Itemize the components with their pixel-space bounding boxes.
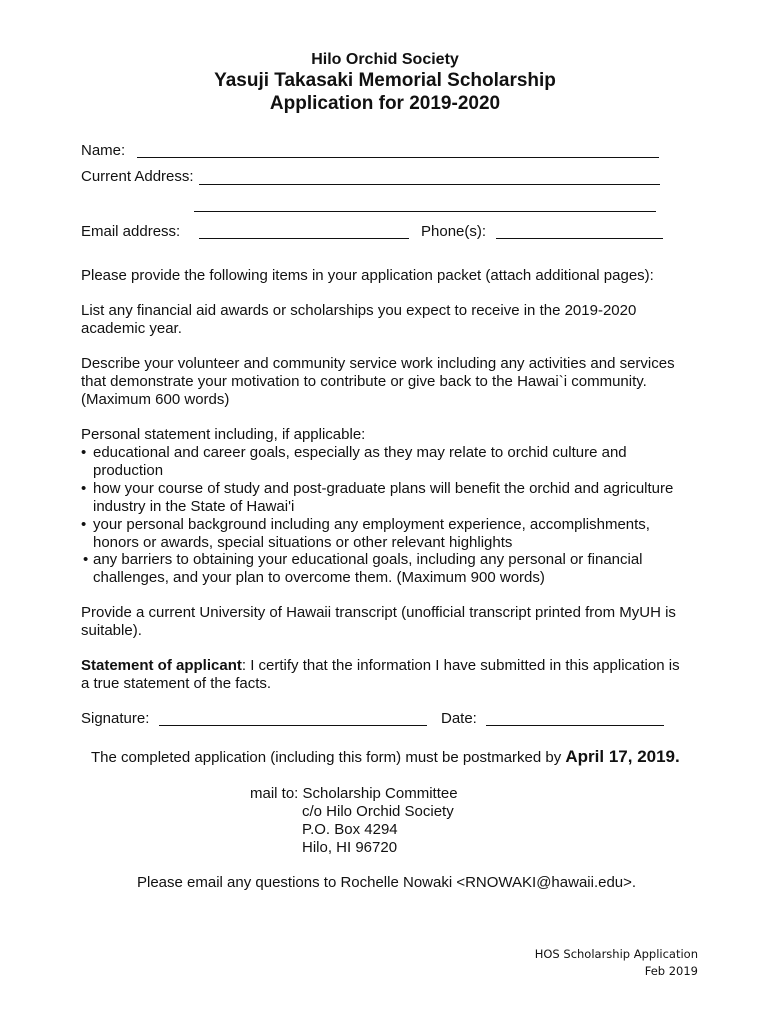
statement-heading: Statement of applicant xyxy=(81,657,242,674)
statement-line-2: a true statement of the facts. xyxy=(81,675,272,692)
signature-field-line[interactable] xyxy=(159,725,427,726)
transcript-text-1: Provide a current University of Hawaii transcript (unofficial transcript printed from MyUH is xyxy=(81,604,676,621)
footer-date: Feb 2019 xyxy=(644,964,698,978)
application-title: Application for 2019-2020 xyxy=(269,93,501,114)
volunteer-text-3: (Maximum 600 words) xyxy=(81,391,230,408)
bullet-4-line-2: challenges, and your plan to overcome them. (Maximum 900 words) xyxy=(93,569,545,586)
scholarship-title: Yasuji Takasaki Memorial Scholarship xyxy=(214,70,556,91)
phone-label: Phone(s): xyxy=(421,223,487,240)
personal-statement-heading: Personal statement including, if applicable: xyxy=(81,426,366,443)
bullet-icon: • xyxy=(83,551,89,568)
mail-to-line: mail to: Scholarship Committee xyxy=(250,785,458,802)
bullet-2-line-1: how your course of study and post-graduate plans will benefit the orchid and agriculture xyxy=(93,480,674,497)
mail-address-line-4: Hilo, HI 96720 xyxy=(302,839,398,856)
footer-title: HOS Scholarship Application xyxy=(534,947,698,961)
deadline-text: The completed application (including this form) must be postmarked by xyxy=(91,749,566,766)
org-title: Hilo Orchid Society xyxy=(311,51,459,68)
bullet-icon: • xyxy=(81,444,87,461)
bullet-icon: • xyxy=(81,480,87,497)
signature-label: Signature: xyxy=(81,710,150,727)
phone-field-line[interactable] xyxy=(496,238,663,239)
email-field-line[interactable] xyxy=(199,238,409,239)
financial-aid-text-2: academic year. xyxy=(81,320,182,337)
bullet-4-line-1: any barriers to obtaining your educational goals, including any personal or financial xyxy=(93,551,643,568)
financial-aid-text-1: List any financial aid awards or scholarships you expect to receive in the 2019-2020 xyxy=(81,302,637,319)
contact-text: Please email any questions to Rochelle Nowaki <RNOWAKI@hawaii.edu>. xyxy=(137,874,637,891)
statement-text: : I certify that the information I have submitted in this application is xyxy=(241,657,680,674)
bullet-1-line-2: production xyxy=(93,462,164,479)
deadline-line xyxy=(91,748,680,767)
email-label: Email address: xyxy=(81,223,181,240)
name-field-line[interactable] xyxy=(137,157,659,158)
address-label: Current Address: xyxy=(81,168,194,185)
mail-address-line-3: P.O. Box 4294 xyxy=(302,821,398,838)
mail-address-line-2: c/o Hilo Orchid Society xyxy=(302,803,454,820)
deadline-date: April 17, 2019 xyxy=(565,747,676,766)
name-label: Name: xyxy=(81,142,126,159)
address-field-line-2[interactable] xyxy=(194,211,656,212)
bullet-icon: • xyxy=(81,516,87,533)
bullet-3-line-1: your personal background including any employment experience, accomplishments, xyxy=(93,516,650,533)
bullet-1-line-1: educational and career goals, especially as they may relate to orchid culture and xyxy=(93,444,627,461)
bullet-2-line-2: industry in the State of Hawai'i xyxy=(93,498,295,515)
bullet-3-line-2: honors or awards, special situations or other relevant highlights xyxy=(93,534,513,551)
volunteer-text-2: that demonstrate your motivation to contribute or give back to the Hawai`i community. xyxy=(81,373,647,390)
intro-text: Please provide the following items in your application packet (attach additional pages): xyxy=(81,267,654,284)
transcript-text-2: suitable). xyxy=(81,622,142,639)
volunteer-text-1: Describe your volunteer and community service work including any activities and services xyxy=(81,355,675,372)
address-field-line-1[interactable] xyxy=(199,184,660,185)
statement-line-1 xyxy=(81,657,680,675)
date-field-line[interactable] xyxy=(486,725,664,726)
deadline-period: . xyxy=(675,747,680,766)
date-label: Date: xyxy=(441,710,477,727)
